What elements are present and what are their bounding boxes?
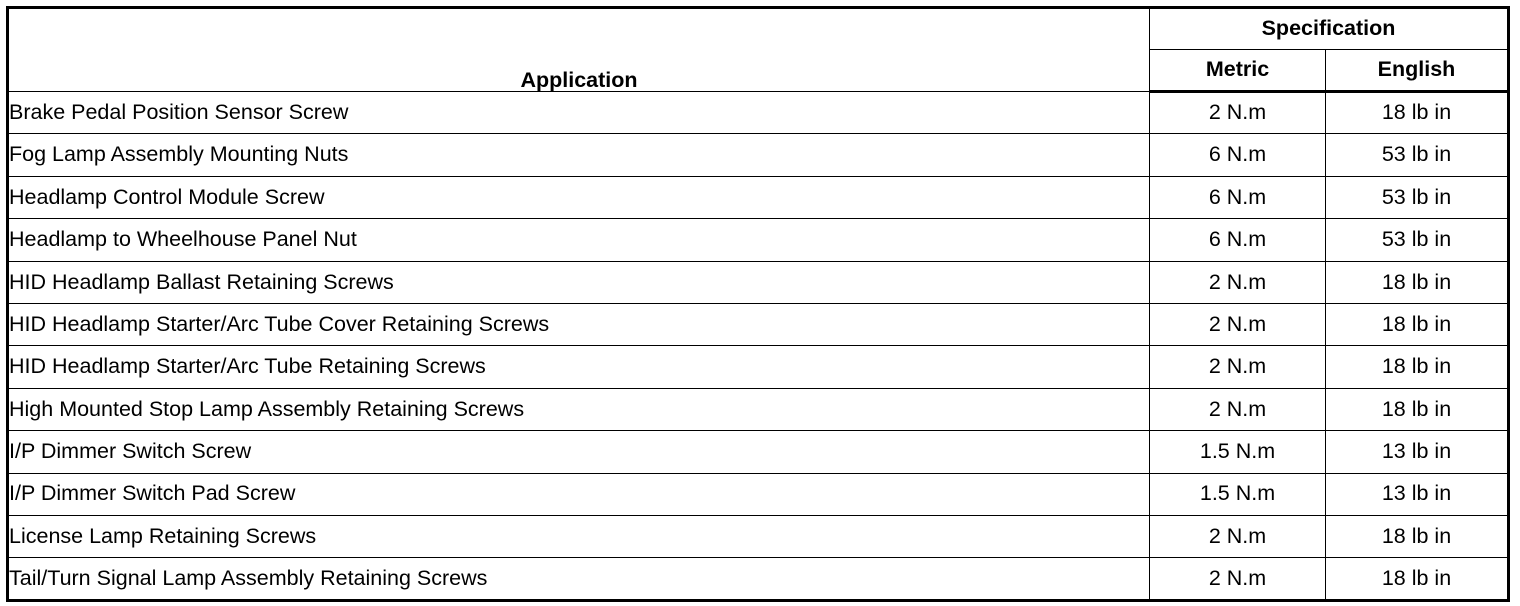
metric-column-header: Metric — [1150, 50, 1326, 92]
table-body — [8, 92, 1509, 601]
metric-cell: 6 N.m — [1150, 134, 1326, 176]
application-cell: I/P Dimmer Switch Pad Screw — [8, 473, 1150, 515]
table-row — [8, 219, 1509, 261]
table-row — [8, 134, 1509, 176]
english-cell: 53 lb in — [1326, 219, 1509, 261]
english-cell: 53 lb in — [1326, 134, 1509, 176]
application-cell: Headlamp to Wheelhouse Panel Nut — [8, 219, 1150, 261]
specification-column-header: Specification — [1150, 8, 1509, 50]
table-row — [8, 515, 1509, 557]
table-row — [8, 261, 1509, 303]
header-row-top — [8, 8, 1509, 50]
english-cell: 18 lb in — [1326, 515, 1509, 557]
english-column-header: English — [1326, 50, 1509, 92]
application-cell: Tail/Turn Signal Lamp Assembly Retaining Screws — [8, 558, 1150, 600]
english-cell: 18 lb in — [1326, 558, 1509, 600]
metric-cell: 2 N.m — [1150, 388, 1326, 430]
english-cell: 13 lb in — [1326, 431, 1509, 473]
table-row — [8, 558, 1509, 600]
application-cell: Brake Pedal Position Sensor Screw — [8, 92, 1150, 134]
english-cell: 18 lb in — [1326, 346, 1509, 388]
table-header — [8, 8, 1509, 92]
table-row — [8, 388, 1509, 430]
english-cell: 13 lb in — [1326, 473, 1509, 515]
table-row — [8, 431, 1509, 473]
metric-cell: 2 N.m — [1150, 515, 1326, 557]
table-row — [8, 176, 1509, 218]
application-cell: HID Headlamp Starter/Arc Tube Cover Retaining Screws — [8, 303, 1150, 345]
metric-cell: 6 N.m — [1150, 219, 1326, 261]
metric-cell: 1.5 N.m — [1150, 473, 1326, 515]
fastener-specification-table — [6, 6, 1510, 602]
application-cell: HID Headlamp Ballast Retaining Screws — [8, 261, 1150, 303]
application-cell: High Mounted Stop Lamp Assembly Retaining Screws — [8, 388, 1150, 430]
application-cell: Fog Lamp Assembly Mounting Nuts — [8, 134, 1150, 176]
english-cell: 18 lb in — [1326, 388, 1509, 430]
metric-cell: 2 N.m — [1150, 92, 1326, 134]
application-column-header: Application — [8, 8, 1150, 92]
table-row — [8, 473, 1509, 515]
application-cell: Headlamp Control Module Screw — [8, 176, 1150, 218]
english-cell: 53 lb in — [1326, 176, 1509, 218]
table-row — [8, 303, 1509, 345]
english-cell: 18 lb in — [1326, 92, 1509, 134]
english-cell: 18 lb in — [1326, 303, 1509, 345]
application-cell: HID Headlamp Starter/Arc Tube Retaining Screws — [8, 346, 1150, 388]
english-cell: 18 lb in — [1326, 261, 1509, 303]
metric-cell: 2 N.m — [1150, 346, 1326, 388]
metric-cell: 2 N.m — [1150, 303, 1326, 345]
metric-cell: 2 N.m — [1150, 261, 1326, 303]
application-cell: License Lamp Retaining Screws — [8, 515, 1150, 557]
metric-cell: 6 N.m — [1150, 176, 1326, 218]
table-row — [8, 346, 1509, 388]
table-row — [8, 92, 1509, 134]
metric-cell: 2 N.m — [1150, 558, 1326, 600]
application-cell: I/P Dimmer Switch Screw — [8, 431, 1150, 473]
metric-cell: 1.5 N.m — [1150, 431, 1326, 473]
